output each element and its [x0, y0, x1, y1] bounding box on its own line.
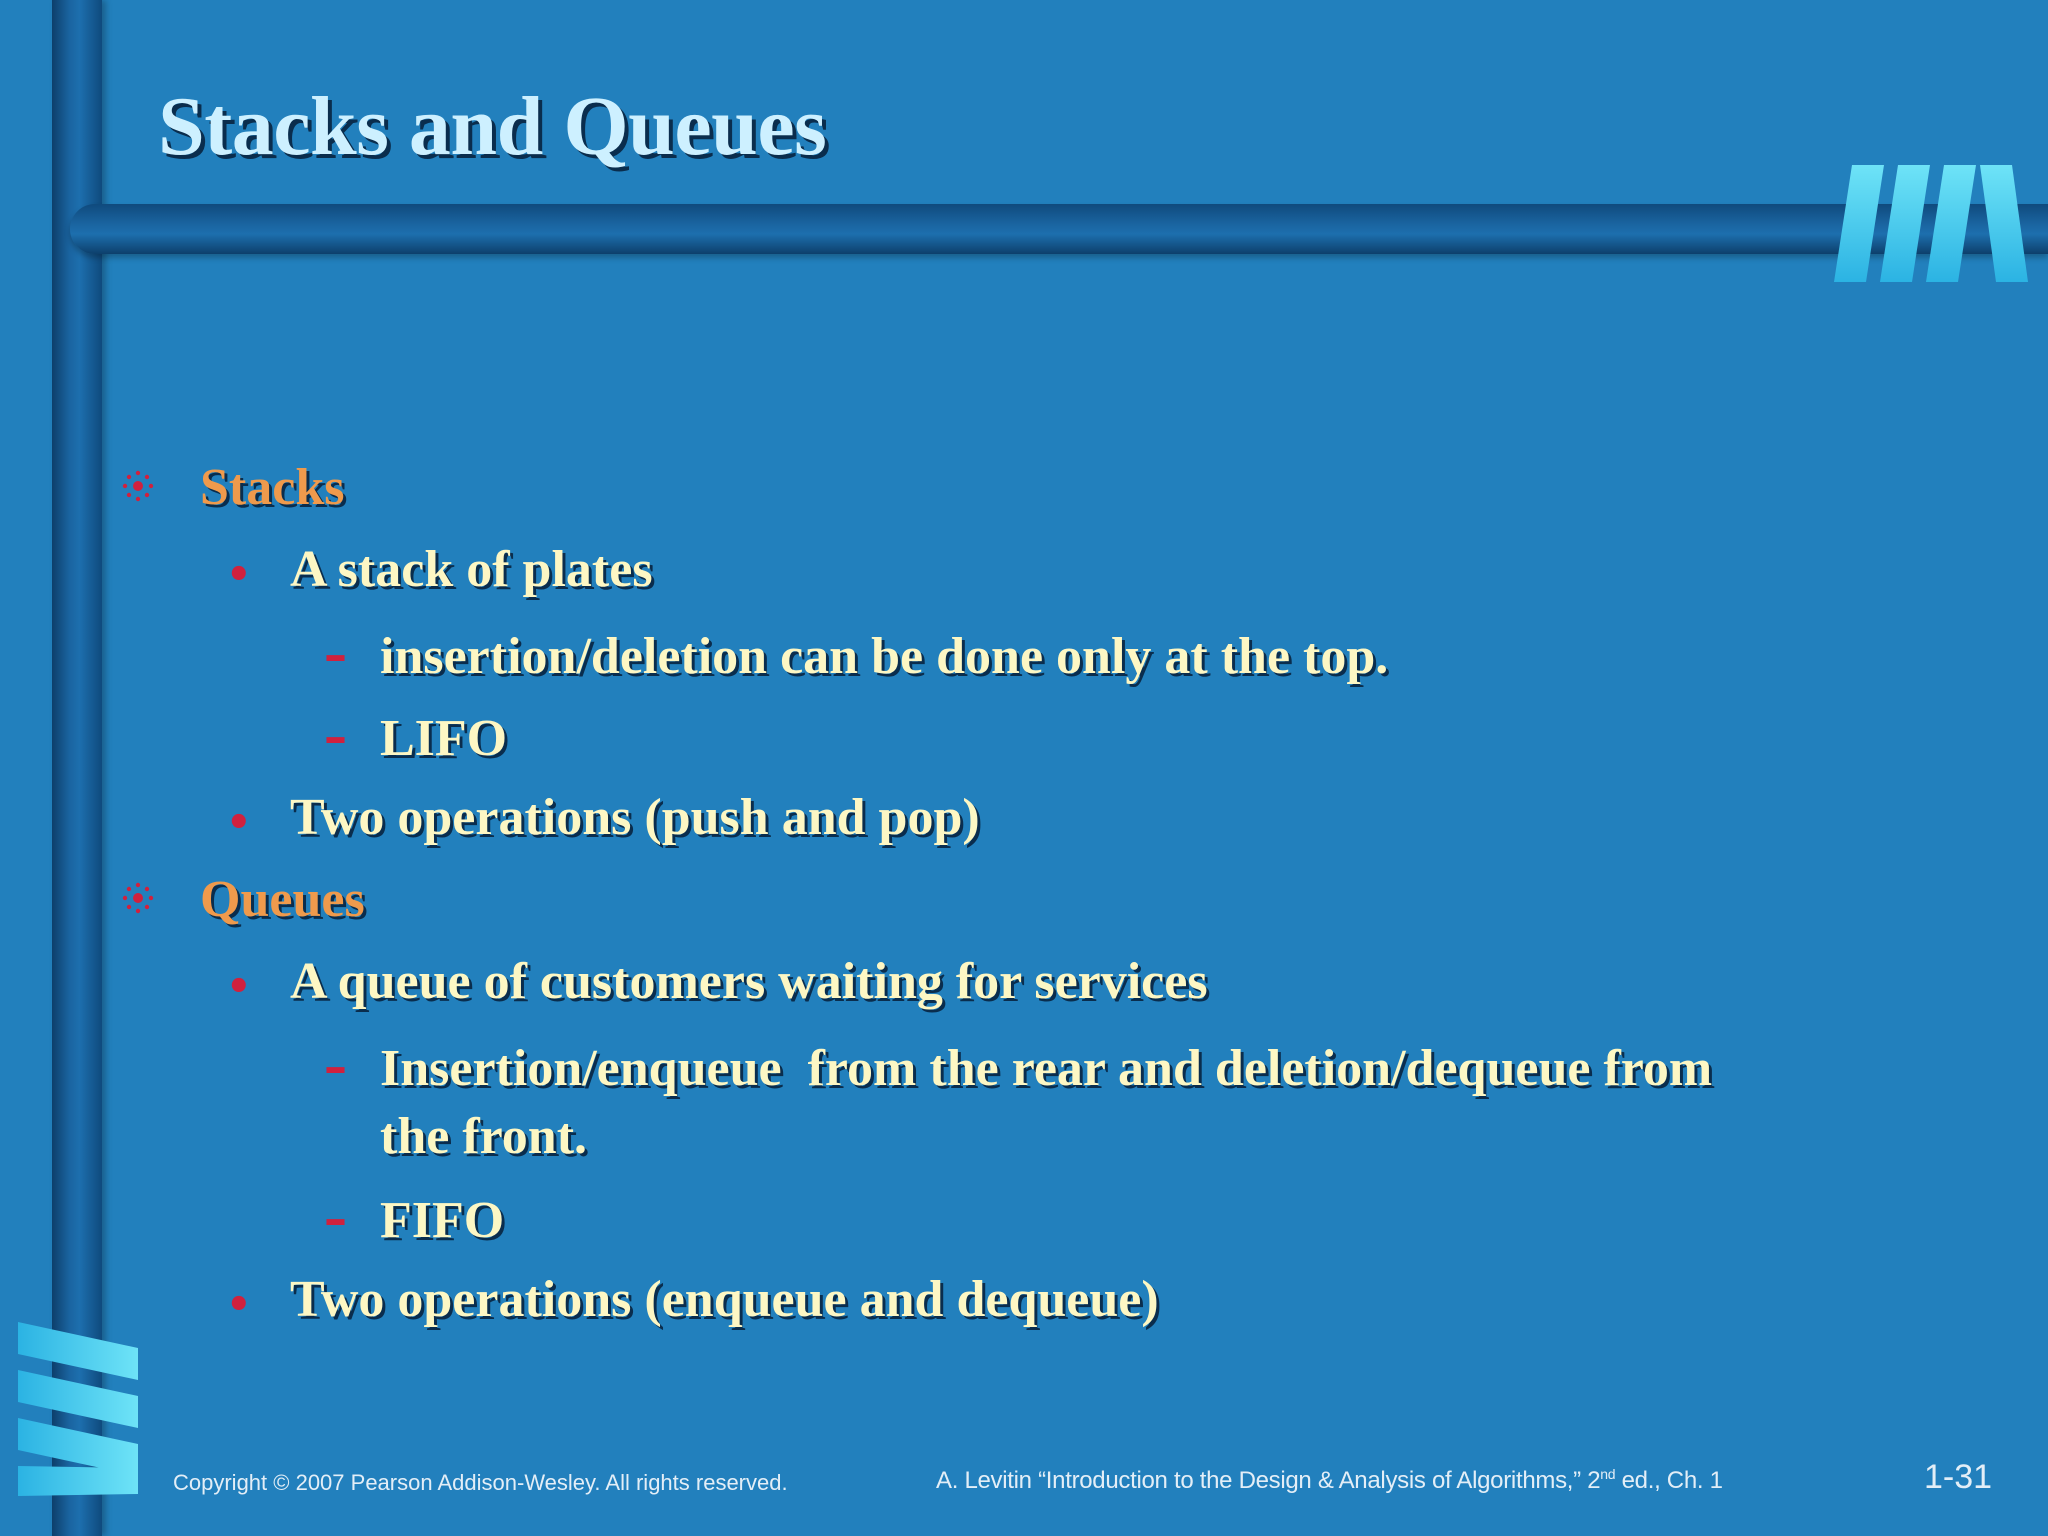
bullet-queue-of-customers: A queue of customers waiting for services — [290, 953, 1208, 1010]
bullet-stack-of-plates: A stack of plates — [290, 541, 653, 598]
bullet-dash: – — [324, 628, 347, 682]
bullet-dot: • — [226, 964, 252, 1010]
bullet-enqueue-dequeue — [380, 1035, 1712, 1171]
page-number: 1-31 — [1924, 1458, 1993, 1496]
bullet-dot: • — [226, 800, 252, 846]
bullet-enqueue-dequeue-line2: the front. — [380, 1108, 588, 1165]
slide-title: Stacks and Queues — [158, 80, 827, 173]
bullet-queues: Queues — [200, 871, 365, 928]
bullet-dash: – — [324, 1192, 347, 1246]
sunburst-bullet-icon — [122, 470, 154, 502]
footer-reference-sup: nd — [1600, 1466, 1616, 1482]
bullet-enqueue-dequeue-line1: Insertion/enqueue from the rear and deletion/dequeue from — [380, 1040, 1713, 1097]
footer-reference-prefix: A. Levitin “Introduction to the Design & Analysis of Algorithms,” 2 — [936, 1467, 1601, 1494]
bullet-dot: • — [226, 1282, 252, 1328]
bullet-stacks: Stacks — [200, 459, 345, 516]
footer-reference-suffix: ed., Ch. 1 — [1615, 1467, 1723, 1494]
bullet-insertion-deletion-top: insertion/deletion can be done only at the top. — [380, 628, 1389, 685]
bullet-stack-operations: Two operations (push and pop) — [290, 789, 980, 846]
footer-reference — [936, 1466, 1723, 1495]
bullet-lifo: LIFO — [380, 710, 508, 767]
bullet-dot: • — [226, 552, 252, 598]
bullet-queue-operations: Two operations (enqueue and dequeue) — [290, 1271, 1159, 1328]
bullet-dash: – — [324, 710, 347, 764]
footer-copyright: Copyright © 2007 Pearson Addison-Wesley. All rights reserved. — [173, 1470, 788, 1495]
bullet-fifo: FIFO — [380, 1192, 505, 1249]
bullet-dash: – — [324, 1040, 347, 1094]
sunburst-bullet-icon — [122, 882, 154, 914]
